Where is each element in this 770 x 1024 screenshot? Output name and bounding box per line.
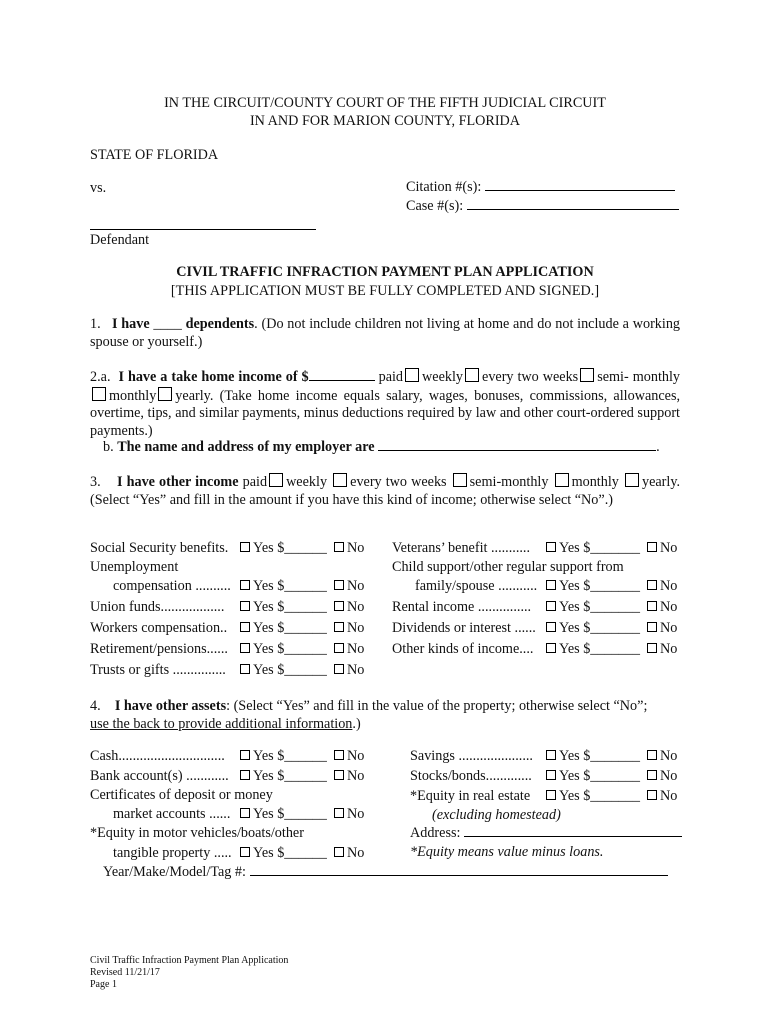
asset-row <box>410 842 603 862</box>
yes-checkbox[interactable] <box>546 542 556 552</box>
no-checkbox[interactable] <box>647 790 657 800</box>
asset-label: Certificates of deposit or money <box>90 787 273 803</box>
form-subtitle: [THIS APPLICATION MUST BE FULLY COMPLETED AND SIGNED.] <box>170 283 600 299</box>
yes-no-group <box>240 846 364 860</box>
no-label: No <box>346 620 365 636</box>
no-checkbox[interactable] <box>647 770 657 780</box>
no-label: No <box>346 578 365 594</box>
income-label: Trusts or gifts ............... <box>90 662 226 678</box>
asset-row <box>90 746 225 766</box>
monthly-label: monthly <box>109 387 157 404</box>
no-label: No <box>660 748 678 764</box>
semi-monthly-label-3: semi-monthly <box>469 474 549 490</box>
no-label: No <box>346 845 365 861</box>
vehicle-line[interactable] <box>103 862 668 882</box>
case-label: Case #(s): <box>406 198 464 214</box>
section-4 <box>90 698 660 733</box>
address-blank[interactable] <box>464 825 682 837</box>
income-label: Veterans’ benefit ........... <box>392 540 531 556</box>
section-1-number: 1. <box>90 316 101 332</box>
asset-row <box>113 804 230 824</box>
state-label: STATE OF FLORIDA <box>90 147 219 163</box>
yes-no-group <box>240 642 364 656</box>
income-label: Retirement/pensions...... <box>90 641 228 657</box>
no-checkbox[interactable] <box>647 580 657 590</box>
two-weeks-label-3: every two weeks <box>350 474 447 490</box>
yearly-label-3: yearly. <box>641 474 681 490</box>
section-2a <box>90 368 680 440</box>
yes-amount: Yes $______ <box>253 662 327 678</box>
section-4-text: : (Select “Yes” and fill in the value of the property; otherwise select “No”; <box>226 698 648 714</box>
yes-amount: Yes $______ <box>253 578 327 594</box>
section-2b-label: b. <box>103 439 114 455</box>
yes-amount: Yes $_______ <box>559 641 640 657</box>
semi-monthly-checkbox[interactable] <box>580 368 594 382</box>
form-title: CIVIL TRAFFIC INFRACTION PAYMENT PLAN APPLICATION <box>176 264 594 280</box>
income-row <box>113 576 231 596</box>
yes-amount: Yes $_______ <box>559 768 640 784</box>
income-row <box>90 639 228 659</box>
yes-checkbox[interactable] <box>240 808 250 818</box>
no-checkbox[interactable] <box>334 643 344 653</box>
income-label: compensation .......... <box>113 578 231 594</box>
income-label: Workers compensation.. <box>90 620 228 636</box>
yes-checkbox[interactable] <box>546 790 556 800</box>
section-4-number: 4. <box>90 698 101 714</box>
vs-label: vs. <box>90 180 107 196</box>
yes-amount: Yes $_______ <box>559 788 640 804</box>
yes-amount: Yes $______ <box>253 748 327 764</box>
section-1 <box>90 316 680 351</box>
asset-row <box>410 786 530 806</box>
no-checkbox[interactable] <box>334 770 344 780</box>
yes-checkbox[interactable] <box>240 770 250 780</box>
yes-no-group <box>240 663 364 677</box>
citation-field[interactable] <box>406 179 675 196</box>
section-1-text: . (Do not include children not living at home and do not include a working spouse or yourself.) <box>90 316 681 350</box>
section-4-end: .) <box>352 715 361 732</box>
no-checkbox[interactable] <box>334 601 344 611</box>
dependents-blank[interactable]: ____ <box>153 316 182 332</box>
yes-amount: Yes $______ <box>253 620 327 636</box>
footer-revised: Revised 11/21/17 <box>90 967 160 978</box>
semi-label-b: monthly <box>632 369 681 385</box>
citation-label: Citation #(s): <box>406 179 482 195</box>
section-2a-text: (Take home income equals salary, wages, bonuses, commissions, allowances, overtime, tips, and similar payments, minus deductions required by law and other court-ordered support payments.) <box>90 387 681 439</box>
asset-row <box>113 843 232 863</box>
income-row <box>392 557 624 577</box>
income-row <box>90 597 224 617</box>
no-checkbox[interactable] <box>334 622 344 632</box>
no-checkbox[interactable] <box>647 622 657 632</box>
yes-no-group <box>546 579 677 593</box>
yes-no-group <box>546 789 677 803</box>
yes-no-group <box>546 769 677 783</box>
employer-blank[interactable] <box>378 439 656 451</box>
income-row <box>392 597 531 617</box>
no-checkbox[interactable] <box>334 580 344 590</box>
income-label: Unemployment <box>90 559 179 575</box>
section-4-bold: I have other assets <box>114 698 227 714</box>
yes-checkbox[interactable] <box>240 580 250 590</box>
asset-row <box>432 805 561 825</box>
asset-label: Cash.............................. <box>90 748 225 764</box>
yes-no-group <box>240 749 364 763</box>
monthly-checkbox-3[interactable] <box>555 473 569 487</box>
monthly-checkbox[interactable] <box>92 387 106 401</box>
yes-checkbox[interactable] <box>546 601 556 611</box>
weekly-label: weekly <box>422 369 464 385</box>
semi-monthly-checkbox-3[interactable] <box>453 473 467 487</box>
section-2b-end: . <box>656 439 660 455</box>
no-label: No <box>660 578 678 594</box>
footer-form-name: Civil Traffic Infraction Payment Plan Application <box>90 955 289 966</box>
yes-no-group <box>240 600 364 614</box>
yes-checkbox[interactable] <box>546 770 556 780</box>
income-row <box>392 639 533 659</box>
yes-amount: Yes $______ <box>253 540 327 556</box>
no-label: No <box>346 662 365 678</box>
yes-no-group <box>546 600 677 614</box>
yes-no-group <box>240 807 364 821</box>
asset-label: *Equity in real estate <box>410 788 531 804</box>
income-label: Union funds.................. <box>90 599 225 615</box>
no-label: No <box>660 788 678 804</box>
yes-amount: Yes $_______ <box>559 620 640 636</box>
no-checkbox[interactable] <box>334 808 344 818</box>
case-field[interactable] <box>406 198 679 215</box>
no-checkbox[interactable] <box>647 750 657 760</box>
yes-checkbox[interactable] <box>240 643 250 653</box>
footer-page: Page 1 <box>90 979 117 990</box>
no-label: No <box>346 748 365 764</box>
asset-label: market accounts ...... <box>113 806 231 822</box>
no-label: No <box>660 620 678 636</box>
yes-no-group <box>546 642 677 656</box>
yes-checkbox[interactable] <box>240 664 250 674</box>
yes-amount: Yes $______ <box>253 806 327 822</box>
yes-no-group <box>546 541 677 555</box>
asset-label: Savings ..................... <box>410 748 533 764</box>
income-row <box>90 538 228 558</box>
yes-amount: Yes $_______ <box>559 748 640 764</box>
paid-label-3: paid <box>242 474 268 490</box>
income-label: Other kinds of income.... <box>392 641 534 657</box>
yes-no-group <box>546 621 677 635</box>
asset-row <box>410 766 532 786</box>
asset-row <box>410 746 533 766</box>
no-label: No <box>660 599 678 615</box>
no-label: No <box>346 806 365 822</box>
section-2b <box>103 439 660 456</box>
no-checkbox[interactable] <box>334 847 344 857</box>
income-label: Rental income ............... <box>392 599 532 615</box>
case-blank[interactable] <box>467 198 679 210</box>
yes-no-group <box>240 769 364 783</box>
vehicle-label: Year/Make/Model/Tag #: <box>103 864 246 880</box>
yes-checkbox[interactable] <box>240 847 250 857</box>
yes-amount: Yes $______ <box>253 641 327 657</box>
section-3 <box>90 473 680 509</box>
vehicle-blank[interactable] <box>250 864 668 876</box>
monthly-label-3: monthly <box>571 474 619 490</box>
income-row <box>415 576 537 596</box>
asset-row <box>90 823 304 843</box>
asset-row <box>90 766 229 786</box>
no-label: No <box>660 641 678 657</box>
yes-amount: Yes $_______ <box>559 540 640 556</box>
yes-amount: Yes $______ <box>253 845 327 861</box>
footer <box>90 955 288 991</box>
income-row <box>90 660 226 680</box>
two-weeks-label: every two weeks <box>482 369 579 385</box>
yes-amount: Yes $______ <box>253 599 327 615</box>
semi-label-a: semi- <box>597 369 629 385</box>
asset-label: (excluding homestead) <box>432 807 561 823</box>
yes-checkbox[interactable] <box>240 601 250 611</box>
yes-checkbox[interactable] <box>546 622 556 632</box>
no-checkbox[interactable] <box>647 601 657 611</box>
yes-checkbox[interactable] <box>546 643 556 653</box>
yes-no-group <box>240 579 364 593</box>
income-row <box>392 538 530 558</box>
no-label: No <box>660 540 678 556</box>
citation-blank[interactable] <box>485 179 675 191</box>
income-label: family/spouse ........... <box>415 578 538 594</box>
yes-checkbox[interactable] <box>240 750 250 760</box>
section-2a-bold: I have a take home income of $ <box>118 369 309 385</box>
section-2b-bold: The name and address of my employer are <box>117 439 375 455</box>
yes-no-group <box>546 749 677 763</box>
weekly-label-3: weekly <box>286 474 328 490</box>
two-weeks-checkbox-3[interactable] <box>333 473 347 487</box>
no-label: No <box>660 768 678 784</box>
yes-checkbox[interactable] <box>240 542 250 552</box>
yes-amount: Yes $_______ <box>559 578 640 594</box>
income-row <box>392 618 536 638</box>
income-row <box>90 557 178 577</box>
section-1-bold-b: dependents <box>185 316 255 332</box>
court-header-line1: IN THE CIRCUIT/COUNTY COURT OF THE FIFTH JUDICIAL CIRCUIT <box>164 95 606 111</box>
two-weeks-checkbox[interactable] <box>465 368 479 382</box>
yes-checkbox[interactable] <box>546 750 556 760</box>
asset-label: Bank account(s) ............ <box>90 768 229 784</box>
no-checkbox[interactable] <box>334 664 344 674</box>
asset-label: Stocks/bonds............. <box>410 768 532 784</box>
section-2a-number: 2.a. <box>90 369 111 385</box>
section-3-number: 3. <box>90 474 101 490</box>
no-label: No <box>346 768 365 784</box>
defendant-signature-line[interactable] <box>90 218 316 230</box>
yes-no-group <box>240 621 364 635</box>
income-label: Dividends or interest ...... <box>392 620 536 636</box>
no-checkbox[interactable] <box>334 750 344 760</box>
no-label: No <box>346 540 365 556</box>
equity-note: *Equity means value minus loans. <box>410 844 604 860</box>
yes-amount: Yes $______ <box>253 768 327 784</box>
section-3-bold: I have other income <box>116 474 239 490</box>
yes-checkbox[interactable] <box>240 622 250 632</box>
yes-amount: Yes $_______ <box>559 599 640 615</box>
defendant-label: Defendant <box>90 232 150 248</box>
no-checkbox[interactable] <box>647 542 657 552</box>
address-field[interactable] <box>410 823 682 843</box>
yearly-checkbox-3[interactable] <box>625 473 639 487</box>
weekly-checkbox[interactable] <box>405 368 419 382</box>
no-label: No <box>346 599 365 615</box>
asset-label: *Equity in motor vehicles/boats/other <box>90 825 304 841</box>
court-header-line2: IN AND FOR MARION COUNTY, FLORIDA <box>249 113 521 129</box>
yearly-label: yearly. <box>175 387 214 404</box>
income-label: Child support/other regular support from <box>392 559 624 575</box>
take-home-income-blank[interactable] <box>309 369 375 381</box>
section-1-bold-a: I have <box>111 316 150 332</box>
yes-checkbox[interactable] <box>546 580 556 590</box>
asset-label: tangible property ..... <box>113 845 232 861</box>
yearly-checkbox[interactable] <box>158 387 172 401</box>
address-label: Address: <box>410 825 461 841</box>
yes-no-group <box>240 541 364 555</box>
income-label: Social Security benefits. <box>90 540 229 556</box>
weekly-checkbox-3[interactable] <box>269 473 283 487</box>
asset-row <box>90 785 273 805</box>
no-checkbox[interactable] <box>647 643 657 653</box>
no-label: No <box>346 641 365 657</box>
income-row <box>90 618 227 638</box>
no-checkbox[interactable] <box>334 542 344 552</box>
section-3-text: (Select “Yes” and fill in the amount if you have this kind of income; otherwise select “No”.) <box>90 491 613 508</box>
section-4-underlined: use the back to provide additional information <box>90 715 353 732</box>
paid-label: paid <box>378 369 404 385</box>
